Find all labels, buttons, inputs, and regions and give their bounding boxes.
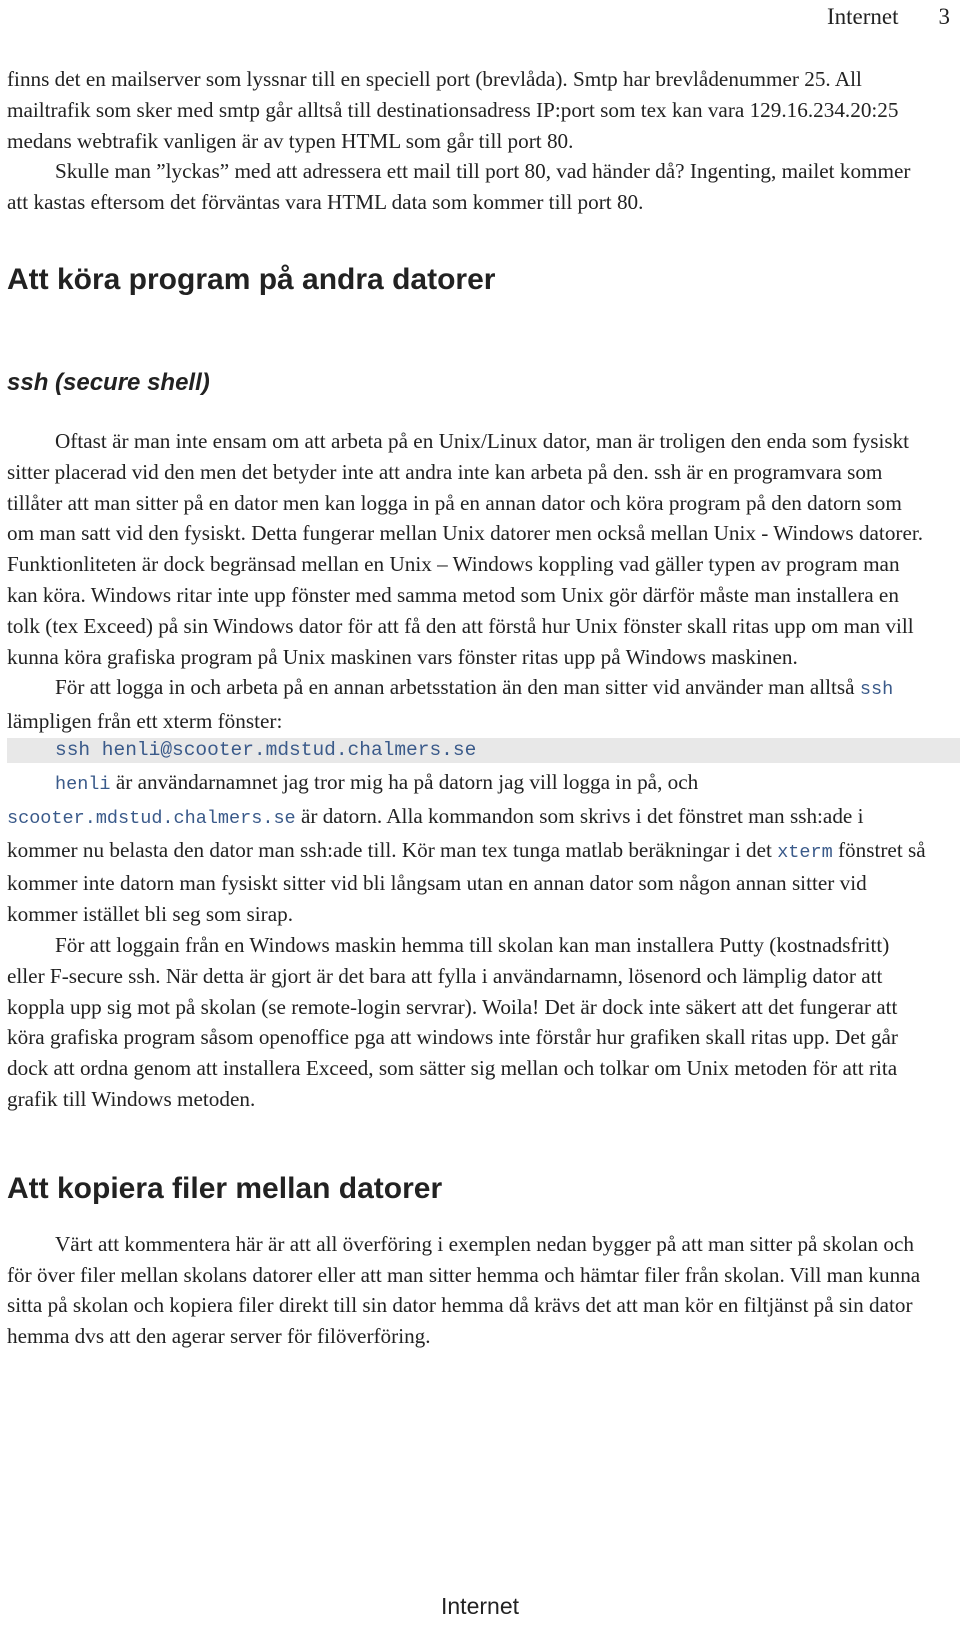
ssh-paragraph-3: henli är användarnamnet jag tror mig ha på datorn jag vill logga in på, och scooter.mdstud.chalmers.se är datorn. Alla kommandon som skrivs i det fönstret man ssh:ade i kommer nu belasta den dator man ssh:ade till. Kör man tex tunga matlab beräkningar i det xterm fönstret så kommer inte datorn man fysiskt sitter vid bli långsam utan en annan dator som någon annan sitter vid kommer istället bli seg som sirap. [7,769,926,927]
running-header [827,4,950,30]
ssh-paragraph-1: Oftast är man inte ensam om att arbeta på en Unix/Linux dator, man är troligen den enda som fysiskt sitter placerad vid den men det betyder inte att andra inte kan arbeta på den. ssh är en programvara som tillåter att man sitter på en dator men kan logga in på en annan dator och köra program på den datorn som om man satt vid den fysiskt. Detta fungerar mellan Unix datorer men också mellan Unix - Windows datorer. Funktionliteten är dock begränsad mellan en Unix – Windows koppling vad gäller typen av program man kan köra. Windows ritar inte upp fönster med samma metod som Unix gör därför måste man installera en tolk (tex Exceed) på sin Windows dator för att få den att förstå hur Unix fönster skall ritas upp om man vill kunna köra grafiska program på Unix maskinen vars fönster ritas upp på Windows maskinen. [7,428,924,669]
intro-paragraph-2: Skulle man ”lyckas” med att adressera ett mail till port 80, vad händer då? Ingenting, mailet kommer att kastas eftersom det förväntas vara HTML data som kommer till port 80. [7,159,911,215]
page-content [7,64,926,1352]
inline-code-xterm: xterm [777,841,833,863]
subheading-ssh: ssh (secure shell) [7,368,210,396]
ssh-paragraph-2: För att logga in och arbeta på en annan arbetsstation än den man sitter vid använder man alltså ssh lämpligen från ett xterm fönster: [7,675,894,734]
page-number: 3 [938,4,950,29]
header-title: Internet [826,4,899,29]
inline-code-username: henli [55,773,111,795]
running-footer: Internet [441,1593,519,1619]
section-heading-run-programs: Att köra program på andra datorer [7,262,496,296]
inline-code-hostname: scooter.mdstud.chalmers.se [7,807,296,829]
intro-paragraph-1: finns det en mailserver som lyssnar till en speciell port (brevlåda). Smtp har brevlådenummer 25. All mailtrafik som sker med smtp går alltså till destinationsadress IP:port som tex kan vara 129.16.234.20:25 medans webtrafik vanligen är av typen HTML som går till port 80. [7,67,899,153]
section-heading-copy-files: Att kopiera filer mellan datorer [7,1171,443,1205]
inline-code-ssh: ssh [859,679,894,701]
ssh-paragraph-4: För att loggain från en Windows maskin hemma till skolan kan man installera Putty (kostnadsfritt) eller F-secure ssh. När detta är gjort är det bara att fylla i användarnamn, lösenord och lämplig dator att koppla upp sig mot på skolan (se remote-login servrar). Woila! Det är dock inte säkert att det fungerar att köra grafiska program såsom openoffice pga att windows inte förstår hur grafiken skall ritas upp. Det går dock att ordna genom att installera Exceed, som sätter sig mellan och tolkar om Unix metoden för att rita grafik till Windows metoden. [7,932,898,1111]
ssh-command-code-block: ssh henli@scooter.mdstud.chalmers.se [7,738,960,763]
copy-files-paragraph-1: Värt att kommentera här är att all överföring i exemplen nedan bygger på att man sitter på skolan och för över filer mellan skolans datorer eller att man sitter hemma och hämtar filer från skolan. Vill man kunna sitta på skolan och kopiera filer direkt till sin dator hemma då krävs det att man kör en filtjänst på sin dator hemma dvs att den agerar server för filöverföring. [7,1231,921,1349]
